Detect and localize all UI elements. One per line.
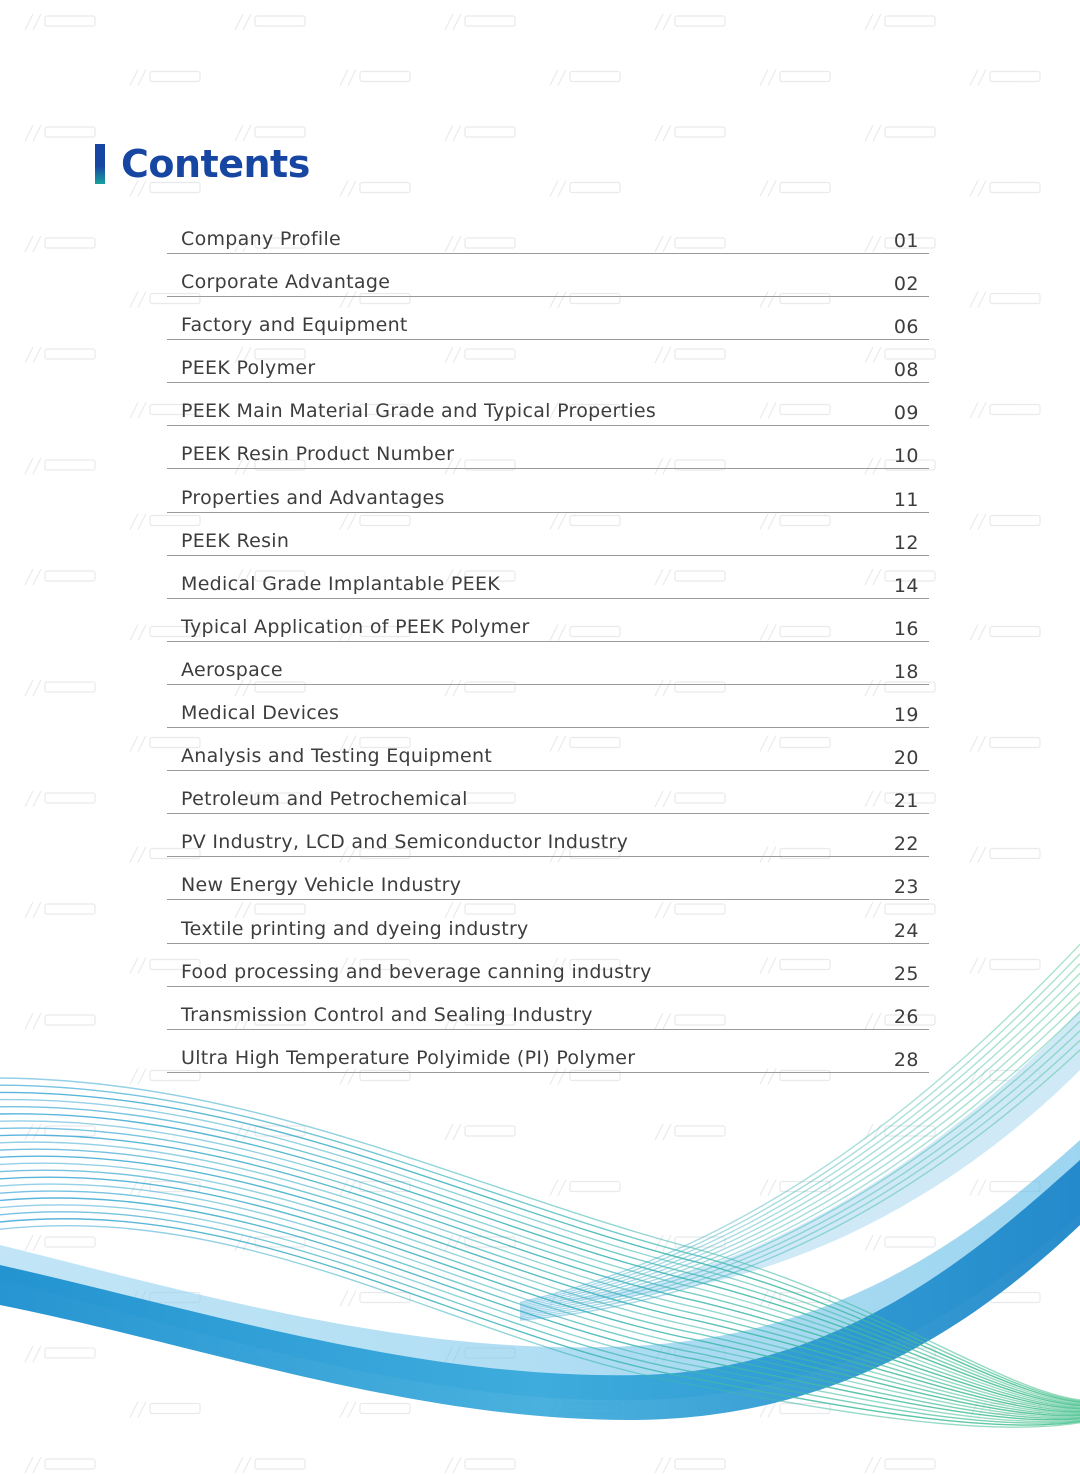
toc-item-page: 25 <box>893 962 919 985</box>
toc-item-label: Medical Devices <box>181 702 340 725</box>
toc-item[interactable] <box>167 600 929 642</box>
toc-item[interactable] <box>167 514 929 556</box>
page-title <box>95 140 310 188</box>
toc-item[interactable] <box>167 686 929 728</box>
toc-item-label: Medical Grade Implantable PEEK <box>181 572 501 595</box>
toc-item[interactable] <box>167 471 929 513</box>
toc-item-page: 22 <box>893 833 919 856</box>
toc-item-page: 28 <box>893 1048 919 1071</box>
toc-item-label: Corporate Advantage <box>181 271 391 294</box>
toc-item-label: Petroleum and Petrochemical <box>181 788 468 811</box>
toc-item-page: 19 <box>893 704 919 727</box>
title-accent-bar <box>95 144 105 184</box>
toc-item-page: 16 <box>893 617 919 640</box>
toc-item[interactable] <box>167 341 929 383</box>
toc-item-label: New Energy Vehicle Industry <box>181 874 462 897</box>
toc-item-label: Analysis and Testing Equipment <box>181 745 493 768</box>
toc-item-label: PEEK Resin <box>181 529 290 552</box>
toc-item-label: Typical Application of PEEK Polymer <box>181 615 530 638</box>
toc-item[interactable] <box>167 557 929 599</box>
toc-item[interactable] <box>167 427 929 469</box>
toc-item-label: Factory and Equipment <box>181 314 408 337</box>
toc-item[interactable] <box>167 298 929 340</box>
toc-item[interactable] <box>167 815 929 857</box>
toc-item[interactable] <box>167 643 929 685</box>
toc-item-page: 10 <box>893 445 919 468</box>
toc-item[interactable] <box>167 858 929 900</box>
toc-item-label: Aerospace <box>181 658 283 681</box>
toc-item-page: 14 <box>893 574 919 597</box>
toc-item-page: 06 <box>893 316 919 339</box>
toc-item[interactable] <box>167 212 929 254</box>
toc-item[interactable] <box>167 945 929 987</box>
toc-item[interactable] <box>167 255 929 297</box>
toc-item-label: Company Profile <box>181 228 342 250</box>
toc-item-page: 24 <box>893 919 919 942</box>
toc-item-page: 18 <box>893 660 919 683</box>
toc-item-page: 20 <box>893 747 919 770</box>
toc-item[interactable] <box>167 988 929 1030</box>
toc-item-page: 26 <box>893 1005 919 1028</box>
toc-item-page: 23 <box>893 876 919 899</box>
toc-item-label: Transmission Control and Sealing Industry <box>181 1003 593 1026</box>
toc-item[interactable] <box>167 902 929 944</box>
toc-item[interactable] <box>167 384 929 426</box>
toc-item-label: PEEK Polymer <box>181 357 316 380</box>
toc-item[interactable] <box>167 729 929 771</box>
title-text: Contents <box>121 142 310 186</box>
toc-item-page: 11 <box>893 488 919 511</box>
toc-item-page: 08 <box>893 359 919 382</box>
toc-item-page: 21 <box>893 790 919 813</box>
toc-item-label: Food processing and beverage canning industry <box>181 960 652 983</box>
toc-item-page: 01 <box>893 230 919 252</box>
toc-item-label: PV Industry, LCD and Semiconductor Industry <box>181 831 629 854</box>
toc-item-label: PEEK Main Material Grade and Typical Properties <box>181 400 657 423</box>
toc-item-page: 12 <box>893 531 919 554</box>
toc-item-label: Textile printing and dyeing industry <box>181 917 529 940</box>
toc-item-label: PEEK Resin Product Number <box>181 443 455 466</box>
toc-item[interactable] <box>167 772 929 814</box>
toc-item[interactable] <box>167 1031 929 1073</box>
toc-item-page: 09 <box>893 402 919 425</box>
toc-item-page: 02 <box>893 273 919 296</box>
table-of-contents <box>167 212 929 1074</box>
toc-item-label: Ultra High Temperature Polyimide (PI) Polymer <box>181 1046 636 1069</box>
toc-item-label: Properties and Advantages <box>181 486 445 509</box>
